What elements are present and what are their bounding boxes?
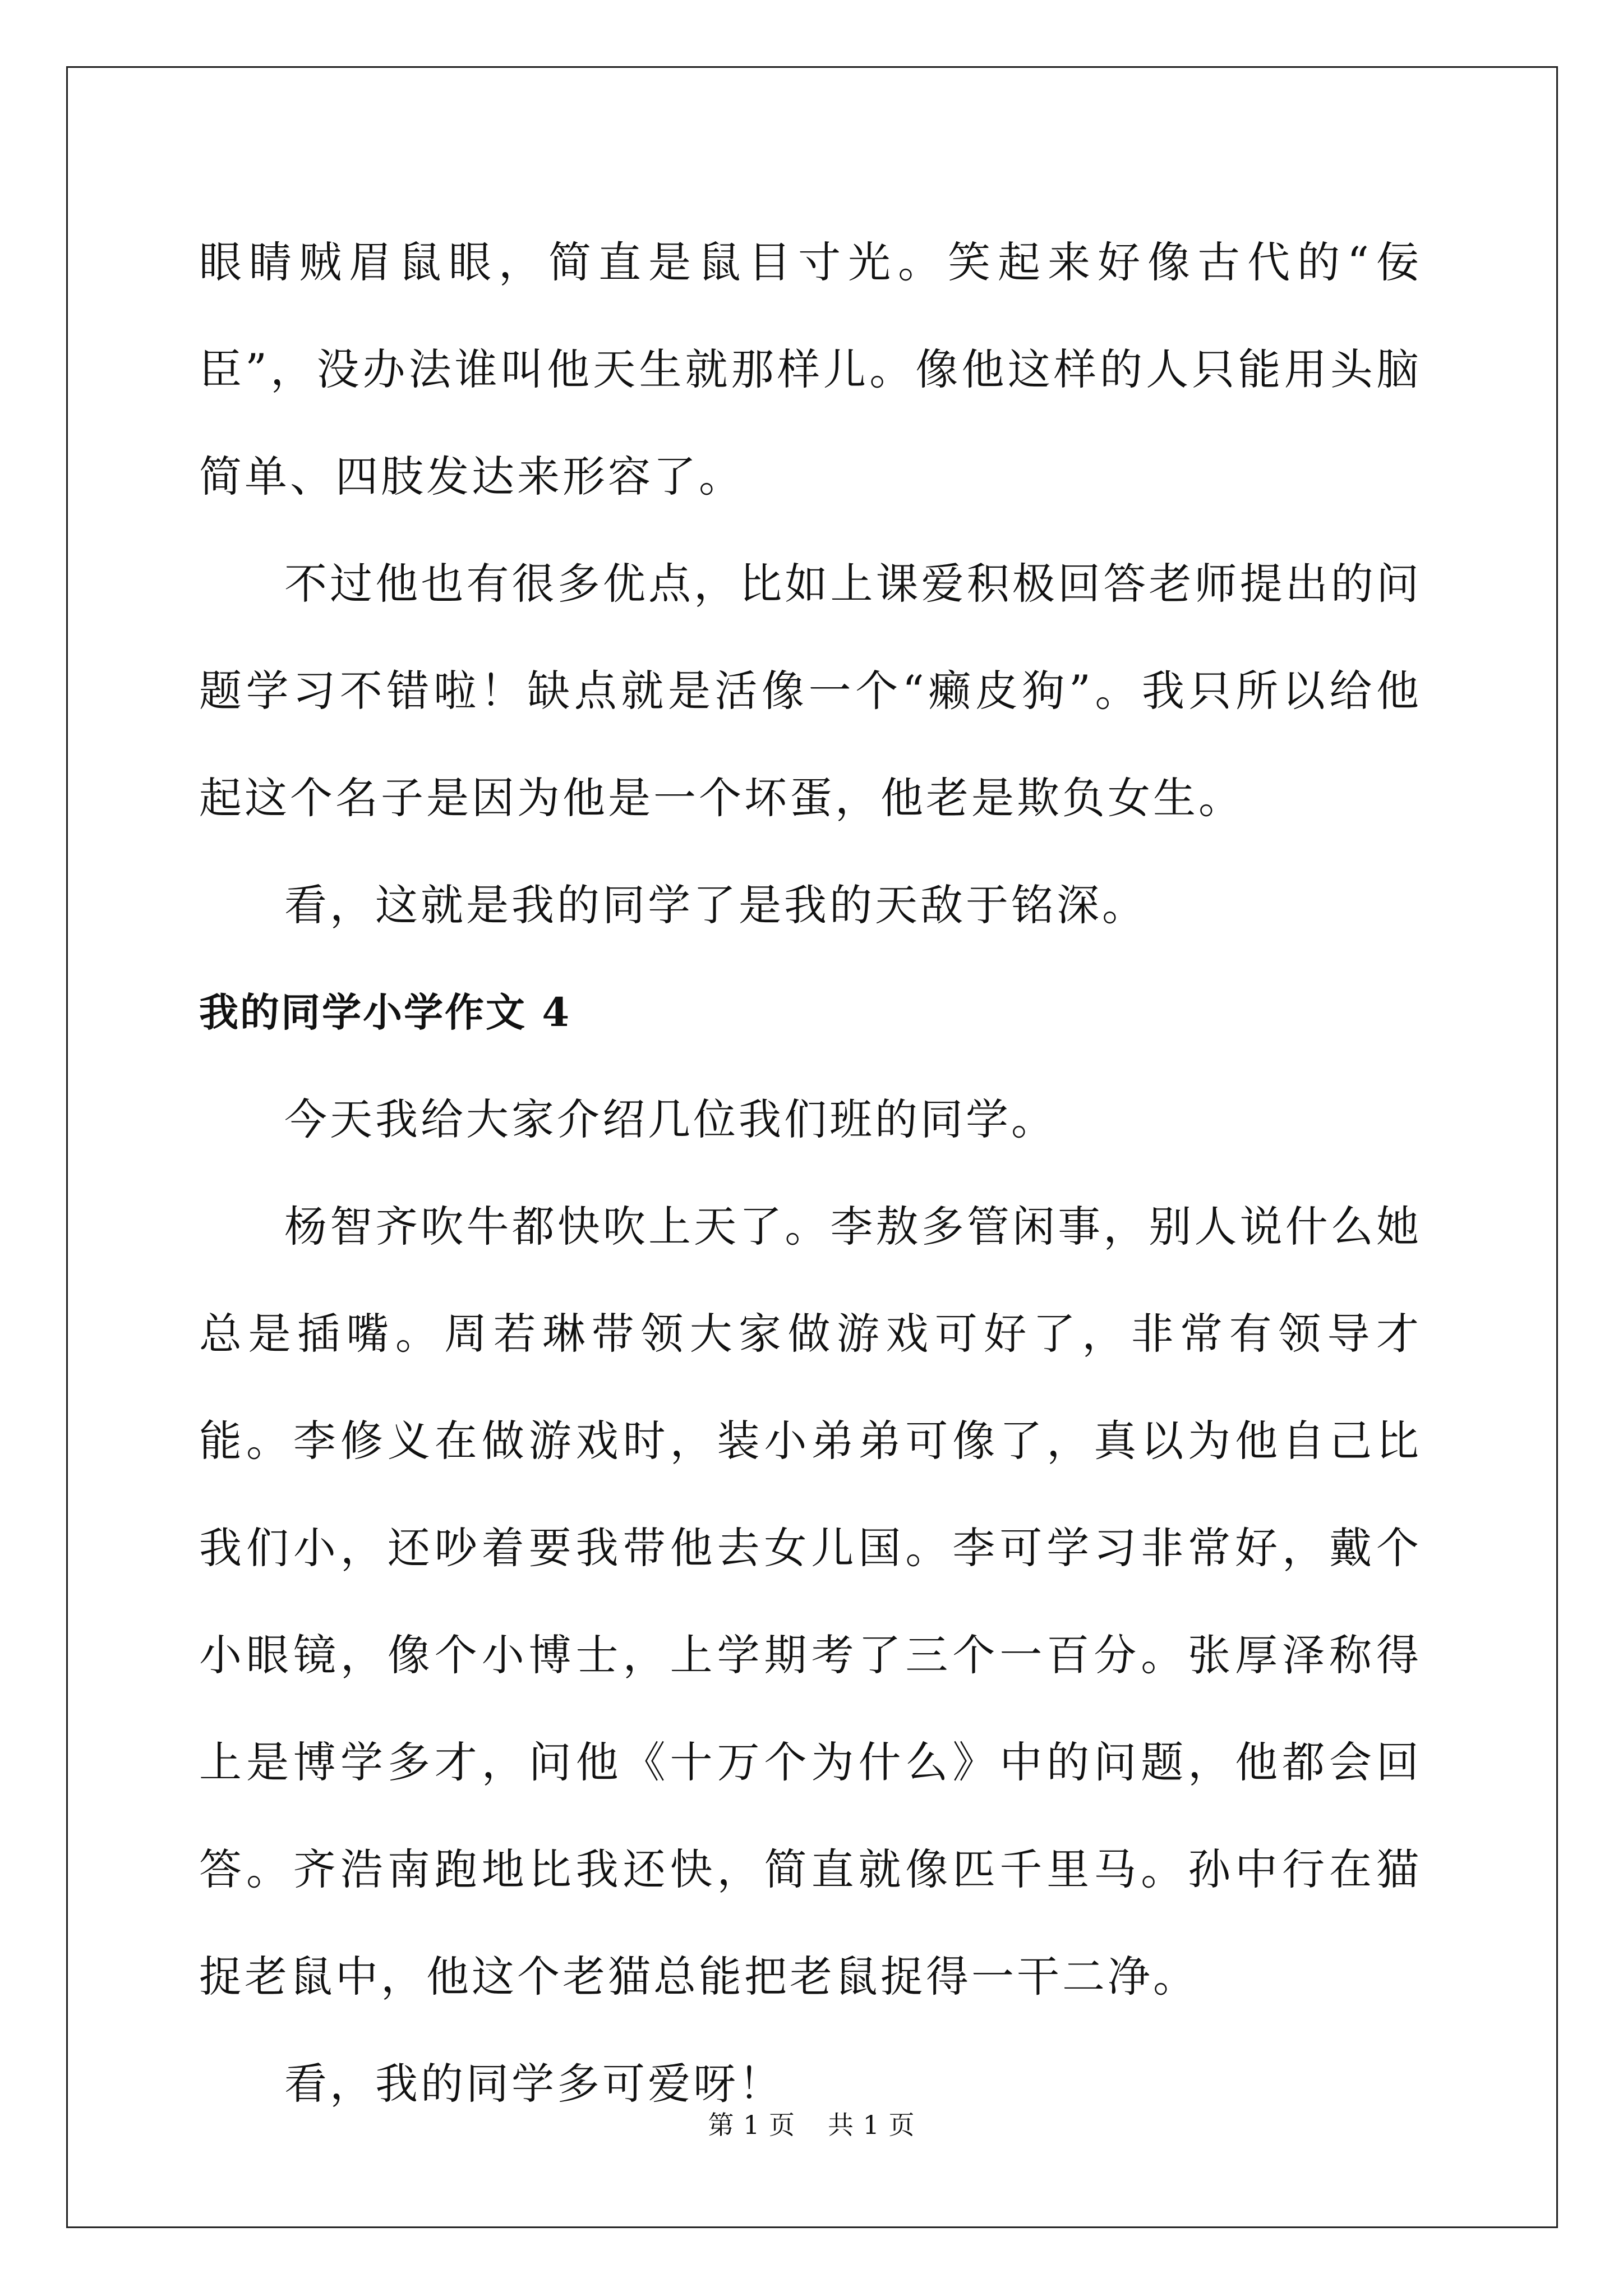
paragraph: 今天我给大家介绍几位我们班的同学。 [284, 1094, 1057, 1144]
paragraph: 不过他也有很多优点，比如上课爱积极回答老师提出的问题学习不错啦！缺点就是活像一个“癞皮狗”。我只所以给他起这个名子是因为他是一个坏蛋，他老是欺负女生。 [199, 559, 1422, 823]
paragraph: 杨智齐吹牛都快吹上天了。李敖多管闲事，别人说什么她总是插嘴。周若琳带领大家做游戏可好了，非常有领导才能。李修义在做游戏时，装小弟弟可像了，真以为他自己比我们小，还吵着要我带他去女儿国。李可学习非常好，戴个小眼镜，像个小博士，上学期考了三个一百分。张厚泽称得上是博学多才，问他《十万个为什么》中的问题，他都会回答。齐浩南跑地比我还快，简直就像匹千里马。孙中行在猫捉老鼠中，他这个老猫总能把老鼠捉得一干二净。 [199, 1202, 1422, 2001]
page-number: 第 1 页 [708, 2110, 795, 2140]
paragraph: 看，这就是我的同学了是我的天敌于铭深。 [284, 880, 1147, 930]
paragraph: 眼睛贼眉鼠眼，简直是鼠目寸光。笑起来好像古代的“佞臣”，没办法谁叫他天生就那样儿。像他这样的人只能用头脑简单、四肢发达来形容了。 [199, 237, 1422, 501]
page-footer [0, 2105, 1623, 2142]
section-heading: 我的同学小学作文 4 [199, 989, 571, 1036]
page-total: 共 1 页 [828, 2110, 915, 2140]
document-body [199, 209, 1422, 2137]
paragraph: 看，我的同学多可爱呀！ [284, 2059, 784, 2109]
